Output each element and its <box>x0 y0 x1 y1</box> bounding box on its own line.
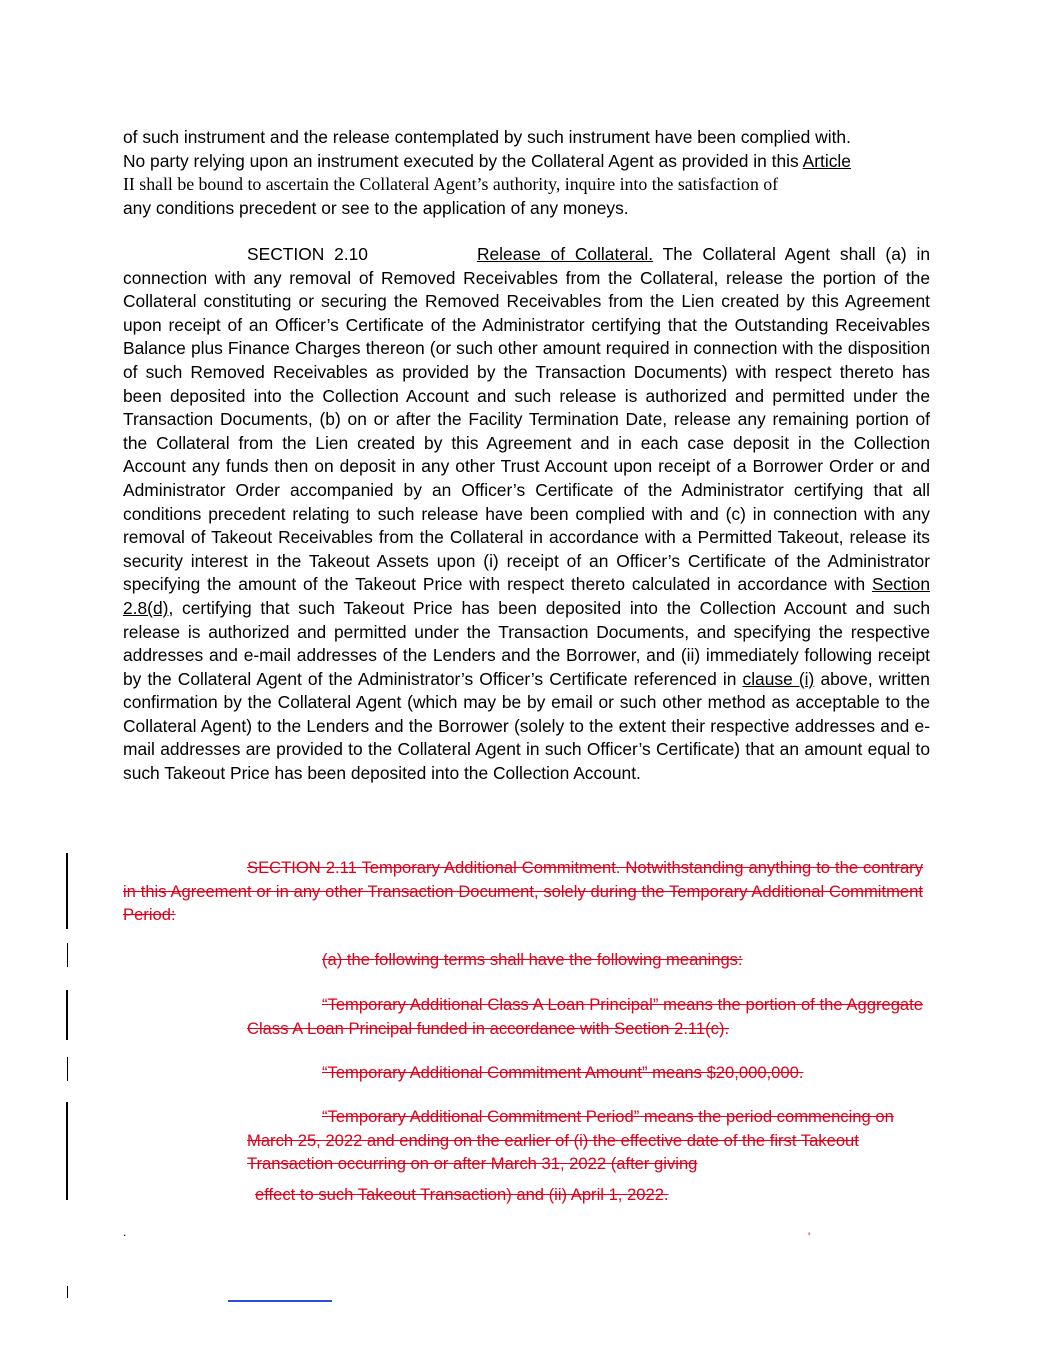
section-2-10 <box>123 243 930 786</box>
clause-i-reference: clause (i) <box>742 668 815 689</box>
definition-2-text: “Temporary Additional Commitment Amount” means $20,000,000. <box>322 1063 804 1082</box>
continuation-paragraph <box>123 126 930 220</box>
continuation-line-2-text: No party relying upon an instrument executed by the Collateral Agent as provided in this <box>123 150 803 171</box>
definition-3-text: “Temporary Additional Commitment Period” means the period commencing on March 25, 2022 and ending on the earlier of (i) the effective date of the first Takeout Transaction occurring on or after March 31, 2022 (after giving <box>247 1107 894 1174</box>
definition-1-deleted <box>247 993 923 1040</box>
section-2-10-number: SECTION 2.10 <box>247 244 368 264</box>
section-2-10-heading: Release of Collateral. <box>476 244 654 264</box>
footer-right-mark: ' <box>808 1230 811 1244</box>
continuation-line-4: any conditions precedent or see to the application of any moneys. <box>123 197 629 218</box>
continuation-line-2 <box>123 150 930 174</box>
definition-2-deleted <box>322 1061 922 1085</box>
section-2-10-body-3: above, written confirmation by the Collateral Agent (which may be by email or such other method as acceptable to the Collateral Agent) to the Lenders and the Borrower (solely to the extent their respective addresses and e-mail addresses are provided to the Collateral Agent in such Officer’s Certificate) that an amount equal to such Takeout Price has been deposited into the Collection Account. <box>123 668 930 784</box>
definition-3-continuation-deleted <box>255 1183 855 1207</box>
section-2-10-body-1: The Collateral Agent shall (a) in connection with any removal of Removed Receivables from the Collateral, release the portion of the Collateral constituting or securing the Removed Receivables from the Lien created by this Agreement upon receipt of an Officer’s Certificate of the Administrator certifying that the Outstanding Receivables Balance plus Finance Charges thereon (or such other amount required in connection with the disposition of such Removed Receivables as provided by the Transaction Documents) with respect thereto has been deposited into the Collection Account and such release is authorized and permitted under the Transaction Documents, (b) on or after the Facility Termination Date, release any remaining portion of the Collateral from the Lien created by this Agreement and in each case deposit in the Collection Account any funds then on deposit in any other Trust Account upon receipt of a Borrower Order or and Administrator Order accompanied by an Officer’s Certificate of the Administrator certifying that all conditions precedent relating to such release have been complied with and (c) in connection with any removal of Takeout Receivables from the Collateral in accordance with a Permitted Takeout, release its security interest in the Takeout Assets upon (i) receipt of an Officer’s Certificate of the Administrator specifying the amount of the Takeout Price with respect thereto calculated in accordance with <box>123 244 930 595</box>
clause-a-text: (a) the following terms shall have the following meanings: <box>322 950 743 969</box>
change-bar <box>67 1286 68 1298</box>
article-reference: Article <box>802 150 851 171</box>
section-2-10-body-2: , certifying that such Takeout Price has been deposited into the Collection Account and such release is authorized and permitted under the Transaction Documents, and specifying the respective addresses and e-mail addresses of the Lenders and the Borrower, and (ii) immediately following receipt by the Collateral Agent of the Administrator’s Officer’s Certificate referenced in <box>123 597 930 689</box>
change-bar <box>66 990 68 1040</box>
footer-link-underline[interactable] <box>228 1300 332 1302</box>
footer-left-mark: . <box>123 1225 127 1239</box>
change-bar <box>66 1102 68 1200</box>
definition-3-continuation-text: effect to such Takeout Transaction) and (ii) April 1, 2022. <box>255 1185 669 1204</box>
section-2-11-heading-text: SECTION 2.11 Temporary Additional Commitment. Notwithstanding anything to the contrary in this Agreement or in any other Transaction Document, solely during the Temporary Additional Commitment Period: <box>123 858 923 925</box>
section-2-11-deleted <box>123 856 923 927</box>
definition-3-deleted <box>247 1105 923 1176</box>
change-bar <box>67 1057 68 1081</box>
continuation-line-3: II shall be bound to ascertain the Collateral Agent’s authority, inquire into the satisfaction of <box>123 174 779 195</box>
section-2-8d-reference: Section 2.8(d) <box>123 574 930 618</box>
clause-a-deleted <box>322 948 922 972</box>
definition-1-text: “Temporary Additional Class A Loan Principal” means the portion of the Aggregate Class A Loan Principal funded in accordance with Section 2.11(c). <box>247 995 923 1038</box>
continuation-line-1: of such instrument and the release contemplated by such instrument have been complied with. <box>123 127 851 147</box>
change-bar <box>66 853 68 929</box>
change-bar <box>67 943 68 967</box>
